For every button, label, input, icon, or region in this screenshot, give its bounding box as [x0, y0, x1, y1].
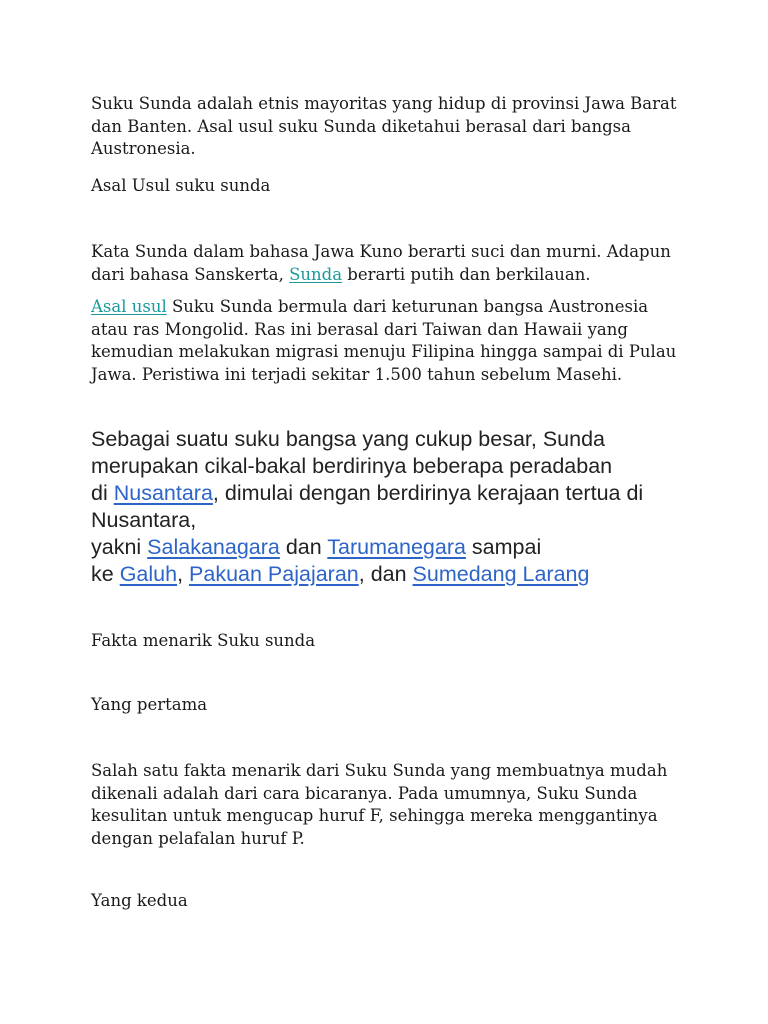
link-tarumanegara[interactable]: Tarumanegara [327, 535, 466, 559]
text-segment: dari bahasa Sanskerta, [91, 264, 290, 284]
text-line: Jawa. Peristiwa ini terjadi sekitar 1.500 tahun sebelum Masehi. [91, 364, 623, 384]
text-segment: , dan [358, 562, 413, 586]
text-line [91, 561, 731, 588]
text-segment: , dimulai dengan berdirinya kerajaan tertua di [212, 481, 644, 505]
fact-paragraph [91, 760, 691, 850]
text-segment: dan [279, 535, 328, 559]
intro-paragraph [91, 93, 691, 161]
text-line: Austronesia. [91, 139, 196, 158]
link-pakuan-pajajaran[interactable]: Pakuan Pajajaran [189, 562, 359, 586]
text-segment: sampai [465, 535, 542, 559]
text-line: Sebagai suatu suku bangsa yang cukup besar, Sunda [91, 427, 605, 451]
etymology-paragraph [91, 241, 691, 286]
text-line: dikenali adalah dari cara bicaranya. Pada umumnya, Suku Sunda [91, 783, 638, 803]
text-line: Kata Sunda dalam bahasa Jawa Kuno berarti suci dan murni. Adapun [91, 242, 671, 261]
link-sunda[interactable]: Sunda [289, 264, 343, 284]
text-line: kemudian melakukan migrasi menuju Filipina hingga sampai di Pulau [91, 342, 677, 361]
link-asal-usul[interactable]: Asal usul [91, 297, 167, 316]
link-nusantara[interactable]: Nusantara [113, 481, 213, 505]
text-line [91, 264, 691, 287]
text-segment: yakni [91, 535, 148, 559]
civilization-paragraph [91, 426, 731, 588]
text-line: merupakan cikal-bakal berdirinya beberapa peradaban [91, 454, 613, 478]
text-segment: , [177, 562, 190, 586]
text-line [91, 480, 731, 507]
text-line [91, 296, 691, 319]
text-line: Suku Sunda adalah etnis mayoritas yang hidup di provinsi Jawa Barat [91, 94, 677, 113]
text-segment: berarti putih dan berkilauan. [342, 264, 591, 284]
text-segment: ke [91, 562, 120, 586]
text-line: dengan pelafalan huruf P. [91, 828, 305, 848]
heading-yang-kedua: Yang kedua [91, 891, 188, 910]
text-line: Nusantara, [91, 508, 197, 532]
heading-asal-usul: Asal Usul suku sunda [91, 176, 271, 195]
link-galuh[interactable]: Galuh [119, 562, 178, 586]
text-segment: di [91, 481, 114, 505]
text-line: kesulitan untuk mengucap huruf F, sehingga mereka menggantinya [91, 806, 658, 825]
link-sumedang-larang[interactable]: Sumedang Larang [412, 562, 590, 586]
link-salakanagara[interactable]: Salakanagara [147, 535, 280, 559]
text-line: Salah satu fakta menarik dari Suku Sunda yang membuatnya mudah [91, 761, 668, 780]
text-line [91, 534, 731, 561]
text-line: dan Banten. Asal usul suku Sunda diketahui berasal dari bangsa [91, 116, 631, 136]
origin-paragraph [91, 296, 691, 386]
text-line: atau ras Mongolid. Ras ini berasal dari Taiwan dan Hawaii yang [91, 319, 628, 339]
text-segment: Suku Sunda bermula dari keturunan bangsa Austronesia [166, 297, 649, 316]
heading-fakta: Fakta menarik Suku sunda [91, 631, 316, 650]
heading-yang-pertama: Yang pertama [91, 695, 208, 714]
